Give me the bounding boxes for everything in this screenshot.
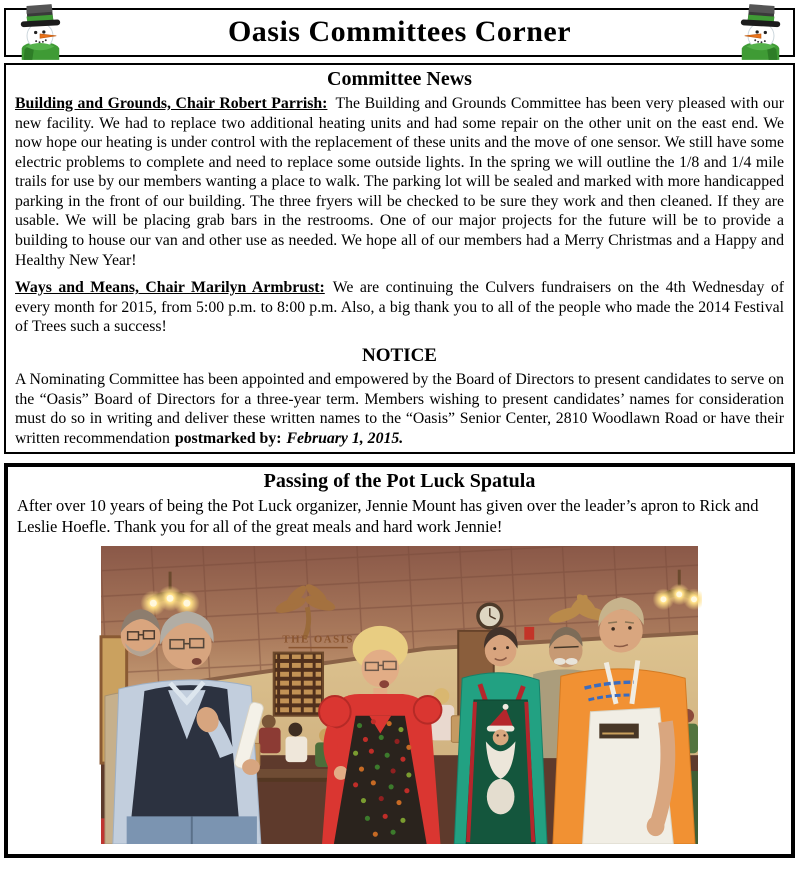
committee-news-section (4, 63, 795, 454)
building-grounds-paragraph (15, 94, 784, 270)
building-grounds-body: The Building and Grounds Committee has been very pleased with our new facility. We had to replace two additional heating units and had some repair on the other unit on the east end. We now hope our heating is under control with the replacement of these units and the move of one sensor. We still have some electric problems to complete and need to replace some outside lights. In the spring we will outline the 1/8 and 1/4 mile trails for use by our members wanting a place to walk. The parking lot will be sealed and marked with more handicapped parking in the front of our building. The three fryers will be checked to be sure they work and then cleaned. If they are usable. We will be placing grab bars in the restrooms. One of our major projects for the future will be to provide a building to house our van and other use as needed. We hope all of our members had a Merry Christmas and a Happy and Healthy New Year! (15, 95, 784, 269)
page-title: Oasis Committees Corner (227, 15, 572, 48)
apron-label (599, 723, 638, 738)
notice-paragraph (15, 370, 784, 448)
ways-means-lead: Ways and Means, Chair Marilyn Armbrust: (15, 279, 325, 297)
oasis-sign-text: THE OASIS (282, 633, 354, 646)
snowman-figure (21, 4, 61, 60)
committee-news-heading: Committee News (327, 68, 472, 90)
potluck-photo (17, 546, 782, 844)
potluck-heading: Passing of the Pot Luck Spatula (263, 470, 536, 493)
ways-means-body: We are continuing the Culvers fundraisers on the 4th Wednesday of every month for 2015, from 5:00 p.m. to 8:00 p.m. Also, a big thank you to all of the people who made the 2014 Festival of Trees such a success! (15, 279, 785, 336)
snowman-icon (736, 3, 786, 61)
snowman-icon (15, 3, 65, 61)
potluck-section (4, 463, 795, 857)
building-grounds-lead: Building and Grounds, Chair Robert Parrish: (15, 95, 328, 112)
fire-alarm (524, 626, 534, 639)
potluck-photo-illustration (97, 546, 702, 844)
snowman-figure (741, 4, 781, 60)
ways-means-paragraph (15, 278, 784, 337)
notice-heading: NOTICE (362, 344, 437, 366)
notice-postmark-label: postmarked by: (174, 429, 282, 447)
wall-clock (478, 604, 502, 628)
notice-postmark-date: February 1, 2015. (286, 429, 404, 447)
notice-body: A Nominating Committee has been appointed and empowered by the Board of Directors to present candidates to serve on the “Oasis” Board of Directors for a three-year term. Members wishing to present candidates’ names for consideration must do so in writing and deliver these written names to the “Oasis” Senior Center, 2810 Woodlawn Road or have their written recommendation (15, 370, 784, 447)
masthead (4, 8, 795, 57)
potluck-paragraph: After over 10 years of being the Pot Luck organizer, Jennie Mount has given over the leader’s apron to Rick and Leslie Hoefle. Thank you for all of the great meals and hard work Jennie! (17, 496, 759, 536)
